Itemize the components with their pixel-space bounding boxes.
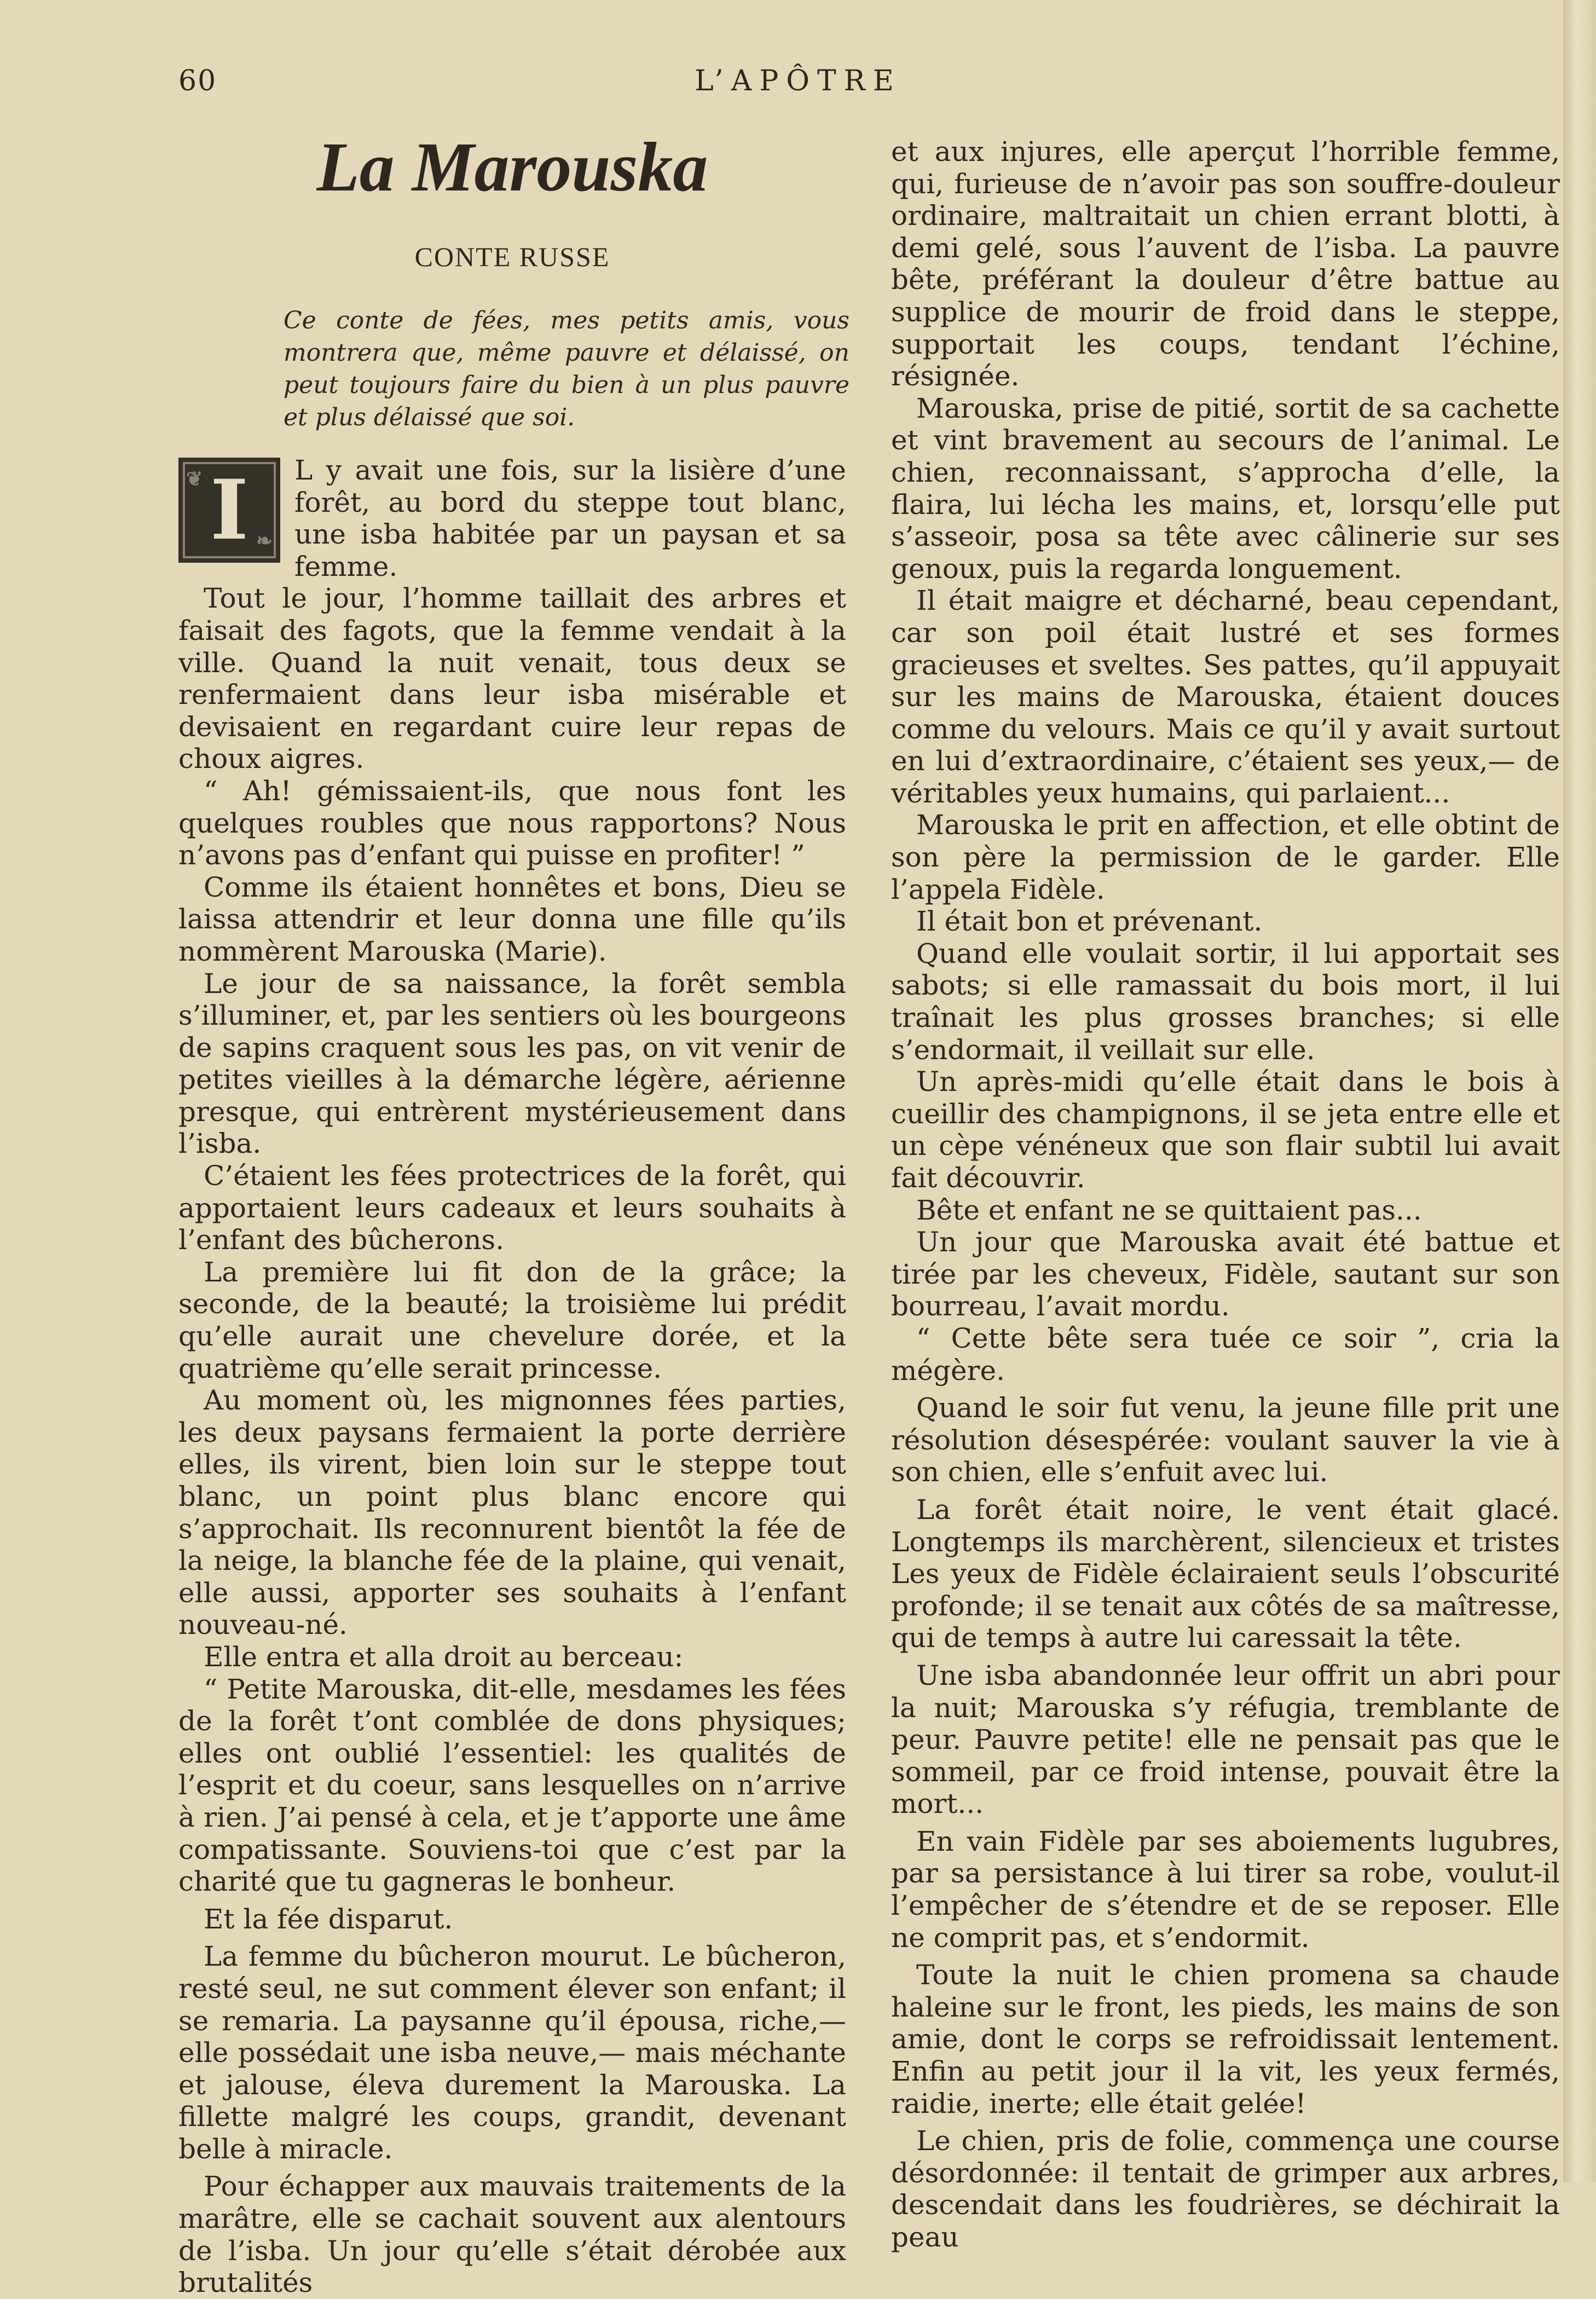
paragraph: Au moment où, les mignonnes fées parties, les deux paysans fermaient la porte derrière elles, ils virent, bien loin sur le steppe tout blanc, un point plus blanc encore qui s’approchait. Ils reconnurent bientôt la fée de la neige, la blanche fée de la plaine, qui venait, elle aussi, apporter ses souhaits à l’enfant nouveau-né. [178, 1384, 846, 1641]
text-column-right [891, 136, 1560, 2254]
paragraph: La forêt était noire, le vent était glacé. Longtemps ils marchèrent, silencieux et tristes Les yeux de Fidèle éclairaient seuls l’obscurité profonde; il se tenait aux côtés de sa maîtresse, qui de temps à autre lui caressait la tête. [891, 1493, 1560, 1654]
paragraph: Et la fée disparut. [204, 1903, 453, 1935]
paragraph: Le chien, pris de folie, commença une course désordonnée: il tentait de grimper aux arbres, descendait dans les foudrières, se déchirait la peau [891, 2125, 1560, 2253]
paragraph: C’étaient les fées protectrices de la forêt, qui apportaient leurs cadeaux et leurs souhaits à l’enfant des bûcherons. [178, 1160, 846, 1256]
paragraph: Il était bon et prévenant. [916, 905, 1263, 938]
article-title: La Marouska [316, 128, 708, 206]
paragraph: Marouska, prise de pitié, sortit de sa cachette et vint bravement au secours de l’animal. Le chien, reconnaissant, s’approcha d’elle, la flaira, lui lécha les mains, et, lorsqu’elle put s’asseoir, posa sa tête avec câlinerie sur ses genoux, puis la regarda longuement. [891, 392, 1560, 585]
paragraph: “ Ah! gémissaient-ils, que nous font les quelques roubles que nous rapportons? Nous n’avons pas d’enfant qui puisse en profiter! ” [178, 775, 846, 871]
article-subtitle: CONTE RUSSE [414, 241, 610, 272]
paragraph: “ Petite Marouska, dit-elle, mesdames les fées de la forêt t’ont comblée de dons physiques; elles ont oublié l’essentiel: les qualités de l’esprit et du coeur, sans lesquelles on n’arrive à rien. J’ai pensé à cela, et je t’apporte une âme compatissante. Souviens-toi que c’est par la charité que tu gagneras le bonheur. [178, 1673, 846, 1898]
paragraph: La femme du bûcheron mourut. Le bûcheron, resté seul, ne sut comment élever son enfant; il se remaria. La paysanne qu’il épousa, riche,— elle possédait une isba neuve,— mais méchante et jalouse, éleva durement la Marouska. La fillette malgré les coups, grandit, devenant belle à miracle. [178, 1940, 846, 2165]
page-edge [1563, 0, 1596, 2182]
text-column-left [178, 454, 846, 2299]
paragraph: En vain Fidèle par ses aboiements lugubres, par sa persistance à lui tirer sa robe, voulut-il l’empêcher de s’étendre et de se reposer. Elle ne comprit pas, et s’endormit. [891, 1825, 1560, 1954]
paragraph: Le jour de sa naissance, la forêt sembla s’illuminer, et, par les sentiers où les bourgeons de sapins craquent sous les pas, on vit venir de petites vieilles à la démarche légère, aérienne presque, qui entrèrent mystérieusement dans l’isba. [178, 967, 846, 1160]
paragraph: Quand le soir fut venu, la jeune fille prit une résolution désespérée: voulant sauver la vie à son chien, elle s’enfuit avec lui. [891, 1392, 1560, 1488]
paragraph: Elle entra et alla droit au berceau: [204, 1641, 684, 1673]
paragraph: La première lui fit don de la grâce; la seconde, de la beauté; la troisième lui prédit qu’elle aurait une chevelure dorée, et la quatrième qu’elle serait princesse. [178, 1256, 846, 1384]
paragraph: et aux injures, elle aperçut l’horrible femme, qui, furieuse de n’avoir pas son souffre-douleur ordinaire, maltraitait un chien errant blotti, à demi gelé, sous l’auvent de l’isba. La pauvre bête, préférant la douleur d’être battue au supplice de mourir de froid dans le steppe, supportait les coups, tendant l’échine, résignée. [891, 136, 1560, 392]
paragraph: Il était maigre et décharné, beau cependant, car son poil était lustré et ses formes gracieuses et sveltes. Ses pattes, qu’il appuyait sur les mains de Marouska, étaient douces comme du velours. Mais ce qu’il y avait surtout en lui d’extraordinaire, c’étaient ses yeux,— de véritables yeux humains, qui parlaient... [891, 585, 1560, 809]
running-title: L’APÔTRE [695, 65, 901, 97]
paragraph: Comme ils étaient honnêtes et bons, Dieu se laissa attendrir et leur donna une fille qu’ils nommèrent Marouska (Marie). [178, 871, 846, 967]
paragraph: Une isba abandonnée leur offrit un abri pour la nuit; Marouska s’y réfugia, tremblante de peur. Pauvre petite! elle ne pensait pas que le sommeil, par ce froid intense, pouvait être la mort... [891, 1659, 1560, 1820]
paragraph: Un jour que Marouska avait été battue et tirée par les cheveux, Fidèle, sautant sur son bourreau, l’avait mordu. [891, 1226, 1560, 1322]
paragraph: L y avait une fois, sur la lisière d’une forêt, au bord du steppe tout blanc, une isba habitée par un paysan et sa femme. [294, 454, 846, 582]
leaf-ornament-icon: ❦ [186, 467, 203, 490]
drop-cap-ornament [178, 458, 280, 563]
drop-cap-letter: I [210, 461, 249, 558]
leaf-ornament-icon: ❧ [256, 529, 273, 553]
paragraph: Un après-midi qu’elle était dans le bois à cueillir des champignons, il se jeta entre elle et un cèpe vénéneux que son flair subtil lui avait fait découvrir. [891, 1066, 1560, 1194]
paragraph: Toute la nuit le chien promena sa chaude haleine sur le front, les pieds, les mains de son amie, dont le corps se refroidissait lentement. Enfin au petit jour il la vit, les yeux fermés, raidie, inerte; elle était gelée! [891, 1959, 1560, 2119]
paragraph: Tout le jour, l’homme taillait des arbres et faisait des fagots, que la femme vendait à la ville. Quand la nuit venait, tous deux se renfermaient dans leur isba misérable et devisaient en regardant cuire leur repas de choux aigres. [178, 582, 846, 775]
article-intro: Ce conte de fées, mes petits amis, vous montrera que, même pauvre et délaissé, on peut toujours faire du bien à un plus pauvre et plus délaissé que soi. [284, 307, 849, 431]
paragraph: Marouska le prit en affection, et elle obtint de son père la permission de le garder. Elle l’appela Fidèle. [891, 809, 1560, 905]
paragraph: Pour échapper aux mauvais traitements de la marâtre, elle se cachait souvent aux alentours de l’isba. Un jour qu’elle s’était dérobée aux brutalités [178, 2170, 846, 2299]
page-number: 60 [178, 65, 217, 97]
paragraph: Bête et enfant ne se quittaient pas... [916, 1194, 1422, 1226]
paragraph: Quand elle voulait sortir, il lui apportait ses sabots; si elle ramassait du bois mort, il lui traînait les plus grosses branches; si elle s’endormait, il veillait sur elle. [891, 937, 1560, 1066]
paragraph: “ Cette bête sera tuée ce soir ”, cria la mégère. [891, 1322, 1560, 1387]
